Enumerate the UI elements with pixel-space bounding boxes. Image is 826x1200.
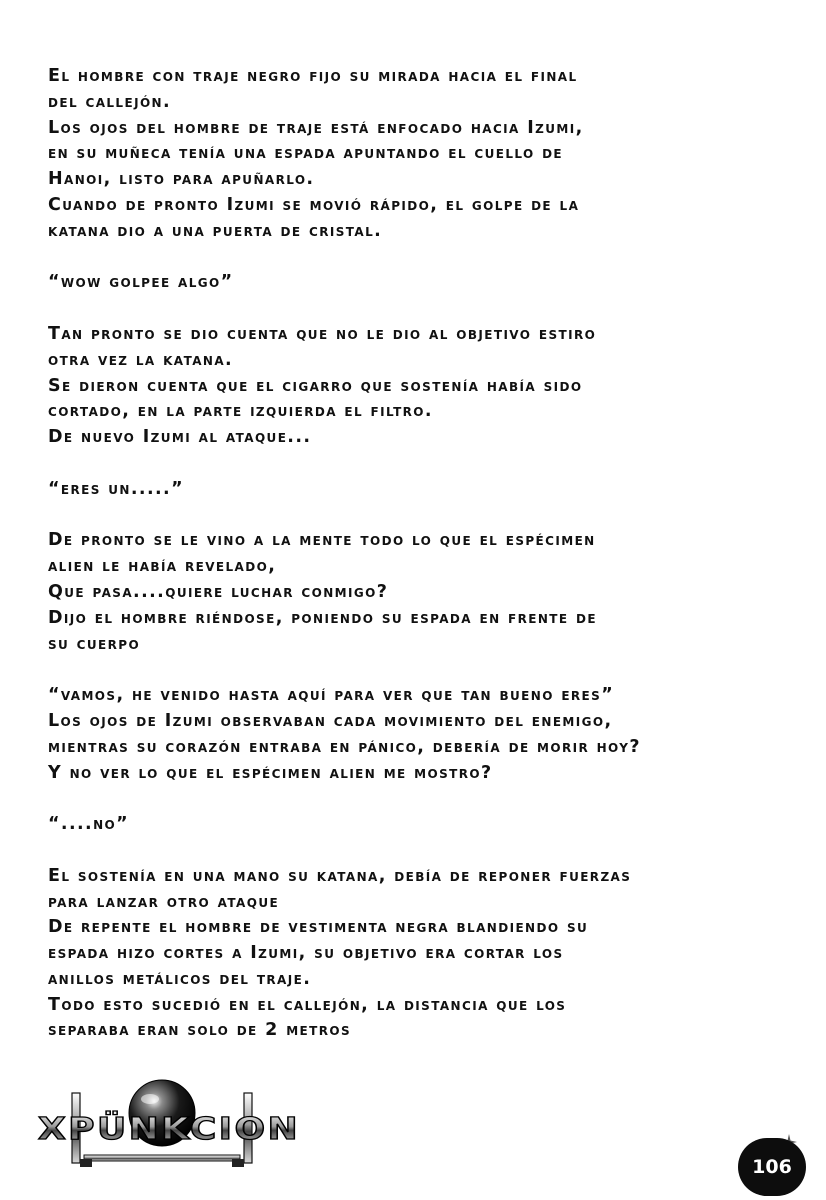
- page-number: 106: [738, 1138, 806, 1196]
- text-line: del callejón.: [48, 91, 172, 112]
- text-line: Cuando de pronto Izumi se movió rápido, el golpe de la: [48, 194, 580, 215]
- text-line: El sostenía en una mano su katana, debía de reponer fuerzas: [48, 865, 632, 886]
- logo-text: XPÜNKCION: [38, 1112, 257, 1147]
- text-line: anillos metálicos del traje.: [48, 968, 312, 989]
- paragraph-gap: [48, 245, 818, 271]
- page-body: [48, 64, 818, 1044]
- text-line: De pronto se le vino a la mente todo lo que el espécimen: [48, 530, 596, 551]
- paragraph-gap: [48, 503, 818, 529]
- text-line: espada hizo cortes a Izumi, su objetivo era cortar los: [48, 943, 564, 964]
- paragraph-gap: [48, 451, 818, 477]
- xpunkcion-logo: [34, 1075, 304, 1175]
- paragraph-gap: [48, 838, 818, 864]
- text-line: separaba eran solo de 2 metros: [48, 1020, 352, 1041]
- text-line: Se dieron cuenta que el cigarro que sostenía había sido: [48, 375, 583, 396]
- dialogue-line: “wow golpee algo”: [48, 272, 234, 293]
- paragraph-gap: [48, 657, 818, 683]
- text-line: Y no ver lo que el espécimen alien me mostro?: [48, 762, 493, 783]
- text-line: en su muñeca tenía una espada apuntando el cuello de: [48, 143, 564, 164]
- text-line: cortado, en la parte izquierda el filtro.: [48, 401, 433, 422]
- dialogue-line: “eres un.....”: [48, 478, 184, 499]
- text-line: para lanzar otro ataque: [48, 891, 280, 912]
- text-line: mientras su corazón entraba en pánico, debería de morir hoy?: [48, 736, 641, 757]
- text-line: alien le había revelado,: [48, 556, 277, 577]
- text-line: Los ojos del hombre de traje está enfocado hacia Izumi,: [48, 117, 584, 138]
- text-line: Dijo el hombre riéndose, poniendo su espada en frente de: [48, 607, 597, 628]
- text-line: Todo esto sucedió en el callejón, la distancia que los: [48, 994, 567, 1015]
- text-line: Que pasa....quiere luchar conmigo?: [48, 581, 389, 602]
- text-line: katana dio a una puerta de cristal.: [48, 220, 383, 241]
- text-line: De nuevo Izumi al ataque...: [48, 427, 312, 448]
- paragraph-gap: [48, 786, 818, 812]
- paragraph-gap: [48, 296, 818, 322]
- text-line: Los ojos de Izumi observaban cada movimiento del enemigo,: [48, 710, 613, 731]
- text-line: El hombre con traje negro fijo su mirada hacia el final: [48, 66, 578, 86]
- text-line: su cuerpo: [48, 633, 141, 654]
- dialogue-line: “vamos, he venido hasta aquí para ver que tan bueno eres”: [48, 685, 615, 706]
- text-line: De repente el hombre de vestimenta negra blandiendo su: [48, 917, 589, 938]
- dialogue-line: “....no”: [48, 814, 130, 835]
- text-line: otra vez la katana.: [48, 349, 234, 370]
- text-line: Hanoi, listo para apuñarlo.: [48, 169, 315, 190]
- text-line: Tan pronto se dio cuenta que no le dio al objetivo estiro: [48, 323, 597, 344]
